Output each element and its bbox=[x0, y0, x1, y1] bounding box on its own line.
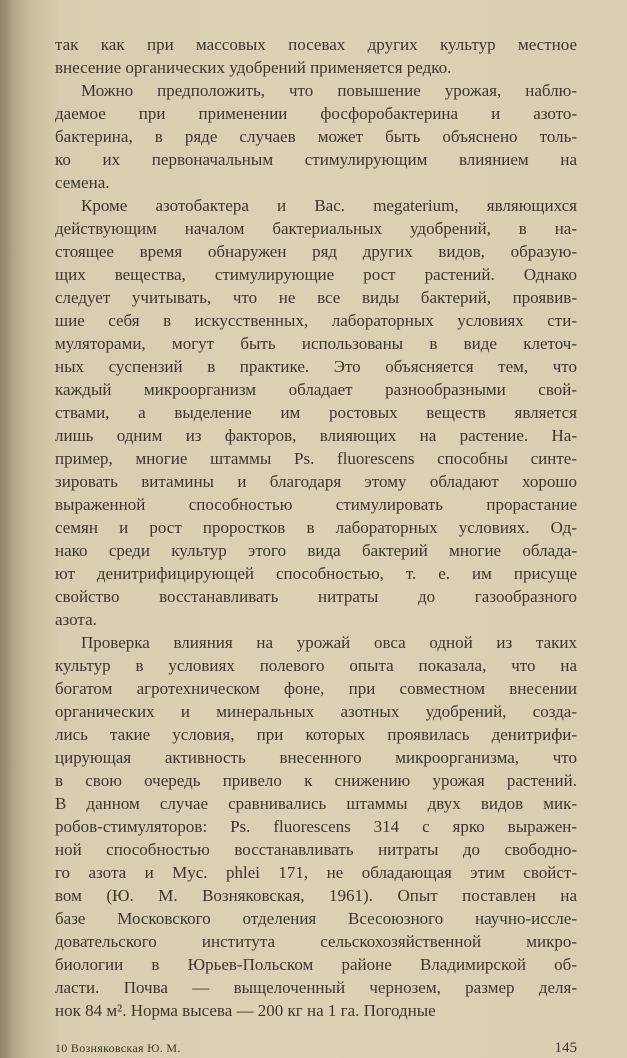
text-line: ствами, а выделение им ростовых веществ является bbox=[55, 403, 577, 422]
text-line: семена. bbox=[55, 173, 110, 192]
text-line: бактерина, в ряде случаев может быть объяснено толь- bbox=[55, 127, 577, 146]
text-line: свойство восстанавливать нитраты до газообразного bbox=[55, 587, 577, 606]
paragraph bbox=[55, 631, 577, 1022]
text-line: лись такие условия, при которых проявилась денитрифи- bbox=[55, 725, 577, 744]
text-line: выраженной способностью стимулировать прорастание bbox=[55, 495, 577, 514]
text-line: робов-стимуляторов: Ps. fluorescens 314 с ярко выражен- bbox=[55, 817, 577, 836]
text-line: биологии в Юрьев-Польском районе Владимирской об- bbox=[55, 955, 577, 974]
text-line: пример, многие штаммы Ps. fluorescens способны синте- bbox=[55, 449, 577, 468]
page-footer bbox=[55, 1038, 577, 1058]
text-line: семян и рост проростков в лабораторных условиях. Од- bbox=[55, 518, 577, 537]
text-line: культур в условиях полевого опыта показала, что на bbox=[55, 656, 577, 675]
text-line: ют денитрифицирующей способностью, т. е. им присуще bbox=[55, 564, 577, 583]
paragraph bbox=[55, 33, 577, 79]
text-line: ных суспензий в практике. Это объясняется тем, что bbox=[55, 357, 577, 376]
page-number: 145 bbox=[554, 1040, 577, 1056]
paragraph bbox=[55, 194, 577, 631]
page-body-text bbox=[55, 0, 577, 1022]
text-line: внесение органических удобрений применяется редко. bbox=[55, 58, 452, 77]
text-line: ласти. Почва — выщелоченный чернозем, размер деля- bbox=[55, 978, 577, 997]
text-line: лишь одним из факторов, влияющих на растение. На- bbox=[55, 426, 577, 445]
text-line: шие себя в искусственных, лабораторных условиях сти- bbox=[55, 311, 577, 330]
text-line: в свою очередь привело к снижению урожая растений. bbox=[55, 771, 577, 790]
text-line: ной способностью восстанавливать нитраты до свободно- bbox=[55, 840, 577, 859]
text-line: зировать витамины и благодаря этому обладают хорошо bbox=[55, 472, 577, 491]
text-line: В данном случае сравнивались штаммы двух видов мик- bbox=[55, 794, 577, 813]
text-line: довательского института сельскохозяйственной микро- bbox=[55, 932, 577, 951]
text-line: даемое при применении фосфоробактерина и азото- bbox=[55, 104, 577, 123]
text-line: стоящее время обнаружен ряд других видов, образую- bbox=[55, 242, 577, 261]
text-line: го азота и Myc. phlei 171, не обладающая этим свойст- bbox=[55, 863, 577, 882]
text-line: действующим началом бактериальных удобрений, в на- bbox=[55, 219, 577, 238]
text-line: Проверка влияния на урожай овса одной из таких bbox=[81, 633, 577, 652]
text-line: цирующая активность внесенного микроорганизма, что bbox=[55, 748, 577, 767]
text-line: следует учитывать, что не все виды бактерий, проявив- bbox=[55, 288, 577, 307]
text-line: муляторами, могут быть использованы в виде клеточ- bbox=[55, 334, 577, 353]
text-line: каждый микроорганизм обладает разнообразными свой- bbox=[55, 380, 577, 399]
text-line: вом (Ю. М. Возняковская, 1961). Опыт поставлен на bbox=[55, 886, 577, 905]
text-line: базе Московского отделения Всесоюзного научно-иссле- bbox=[55, 909, 577, 928]
text-line: так как при массовых посевах других культур местное bbox=[55, 35, 577, 54]
text-line: нако среди культур этого вида бактерий многие облада- bbox=[55, 541, 577, 560]
text-line: нок 84 м². Норма высева — 200 кг на 1 га. Погодные bbox=[55, 1001, 436, 1020]
text-line: богатом агротехническом фоне, при совместном внесении bbox=[55, 679, 577, 698]
printer-signature-mark: 10 Возняковская Ю. М. bbox=[55, 1041, 181, 1055]
paragraph bbox=[55, 79, 577, 194]
text-line: азота. bbox=[55, 610, 97, 629]
text-line: Можно предположить, что повышение урожая, наблю- bbox=[81, 81, 577, 100]
text-line: ко их первоначальным стимулирующим влиянием на bbox=[55, 150, 577, 169]
text-line: щих вещества, стимулирующие рост растений. Однако bbox=[55, 265, 577, 284]
text-line: Кроме азотобактера и Bac. megaterium, являющихся bbox=[81, 196, 577, 215]
text-line: органических и минеральных азотных удобрений, созда- bbox=[55, 702, 577, 721]
